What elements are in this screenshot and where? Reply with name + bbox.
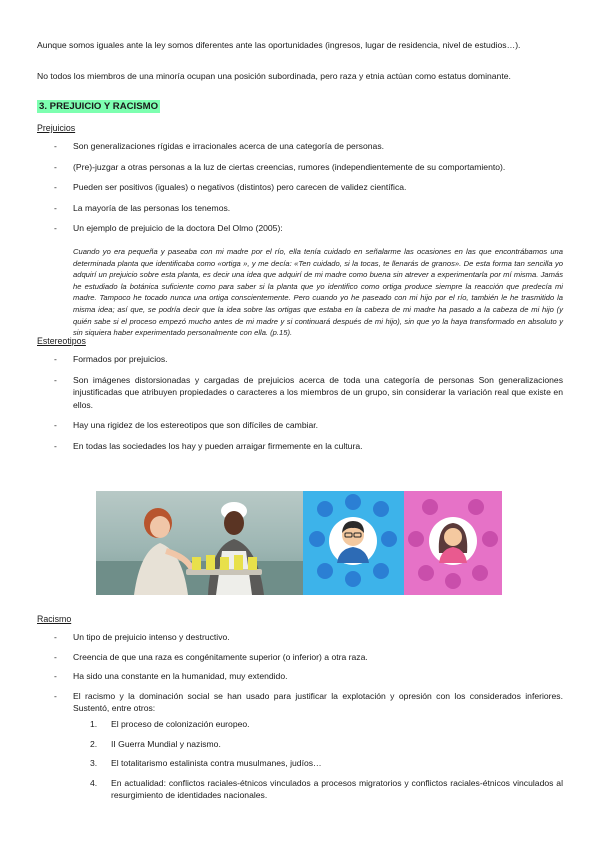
- list-item: - Creencia de que una raza es congénitamente superior (o inferior) a otra raza.: [37, 651, 563, 664]
- list-item: - Un ejemplo de prejuicio de la doctora Del Olmo (2005):: [37, 222, 563, 235]
- intro-paragraph-2: No todos los miembros de una minoría ocupan una posición subordinada, pero raza y etnia actúan como estatus dominante.: [37, 71, 511, 81]
- item-number: 3.: [90, 758, 98, 768]
- list-item: - Son generalizaciones rígidas e irracionales acerca de una categoría de personas.: [37, 140, 563, 153]
- list-item: - En todas las sociedades los hay y pueden arraigar firmemente en la cultura.: [37, 440, 563, 453]
- numbered-item: [73, 738, 563, 751]
- numbered-item: [73, 718, 563, 731]
- estereotipos-list: [37, 353, 563, 452]
- prejuicios-list: [37, 140, 563, 235]
- boy-avatar-icon: [303, 491, 404, 595]
- list-item: - Un tipo de prejuicio intenso y destructivo.: [37, 631, 563, 644]
- quote-block: Cuando yo era pequeña y paseaba con mi madre por el río, ella tenía cuidado en señalarme las ocasiones en las que encontrábamos una determinada planta que identificaba como «ortiga », y me decía: «Ten cuidado, si la tocas, te llenarás de granos». De esta forma tan sencilla yo adquirí un prejuicio sobre esta planta, es decir una idea que adquirí de mi madre como buena sin atrever a experimentarla por mí misma. Jamás he estudiado la botánica suficiente como para saber si la planta que yo identifico como ortiga produce siempre la reacción que predecía mi madre. Tampoco he tocado nunca una ortiga conscientemente. Pero cuando yo he paseado con mi hijo por el río, también le he trasmitido la misma idea; así que, se podría decir que la idea sobre las ortigas que estaba en la cabeza de mi madre ha pasado a la cabeza de mi hijo (y quién sabe si el proceso empezó mucho antes de mi madre y si continuará después de mi hijo), sin que yo la haya transformado en absoluto y sin siquiera haber experimentado personalmente con ella. (p.15).: [73, 247, 563, 338]
- list-item: - (Pre)-juzgar a otras personas a la luz de ciertas creencias, rumores (independientemente de su comportamiento).: [37, 161, 563, 174]
- list-item: - Ha sido una constante en la humanidad, muy extendido.: [37, 670, 563, 683]
- item-text: El proceso de colonización europeo.: [111, 719, 250, 729]
- list-item: - La mayoría de las personas los tenemos.: [37, 202, 563, 215]
- racismo-list: [37, 631, 563, 715]
- item-number: 4.: [90, 777, 98, 788]
- subheading-estereotipos: Estereotipos: [37, 336, 86, 346]
- stereotypes-illustration: [96, 491, 502, 595]
- list-item: - Pueden ser positivos (iguales) o negativos (distintos) pero carecen de validez científica.: [37, 181, 563, 194]
- boy-icons-panel: [303, 491, 404, 595]
- photo-illustration: [96, 491, 303, 595]
- section-heading: 3. PREJUICIO Y RACISMO: [39, 101, 159, 112]
- numbered-item: [73, 777, 563, 802]
- racismo-numbered-list: [73, 718, 563, 802]
- list-item: - Son imágenes distorsionadas y cargadas de prejuicios acerca de toda una categoría de personas Son generalizaciones injustificadas que atribuyen propiedades o caracteres a los miembros de un grupo, sin considerar la variación real que existe en ellos.: [37, 374, 563, 412]
- intro-paragraph-1: Aunque somos iguales ante la ley somos diferentes ante las oportunidades (ingresos, lugar de residencia, nivel de estudios…).: [37, 40, 521, 50]
- subheading-racismo: Racismo: [37, 614, 72, 624]
- list-item: - Formados por prejuicios.: [37, 353, 563, 366]
- item-text: En actualidad: conflictos raciales-étnicos vinculados a procesos migratorios y conflictos raciales-étnicos vinculados al resurgimiento de identidades nacionales.: [111, 777, 563, 800]
- list-item: - Hay una rigidez de los estereotipos que son difíciles de cambiar.: [37, 419, 563, 432]
- item-text: II Guerra Mundial y nazismo.: [111, 738, 221, 749]
- girl-icons-panel: [404, 491, 502, 595]
- numbered-item: [73, 757, 563, 770]
- vintage-photo: [96, 491, 303, 595]
- subheading-prejuicios: Prejuicios: [37, 123, 76, 133]
- item-number: 2.: [90, 738, 98, 749]
- item-text: El totalitarismo estalinista contra musulmanes, judíos…: [111, 758, 322, 768]
- item-number: 1.: [90, 719, 98, 729]
- girl-avatar-icon: [404, 491, 502, 595]
- list-item: - El racismo y la dominación social se han usado para justificar la explotación y opresión con los considerados inferiores. Sustentó, entre otros:: [37, 690, 563, 715]
